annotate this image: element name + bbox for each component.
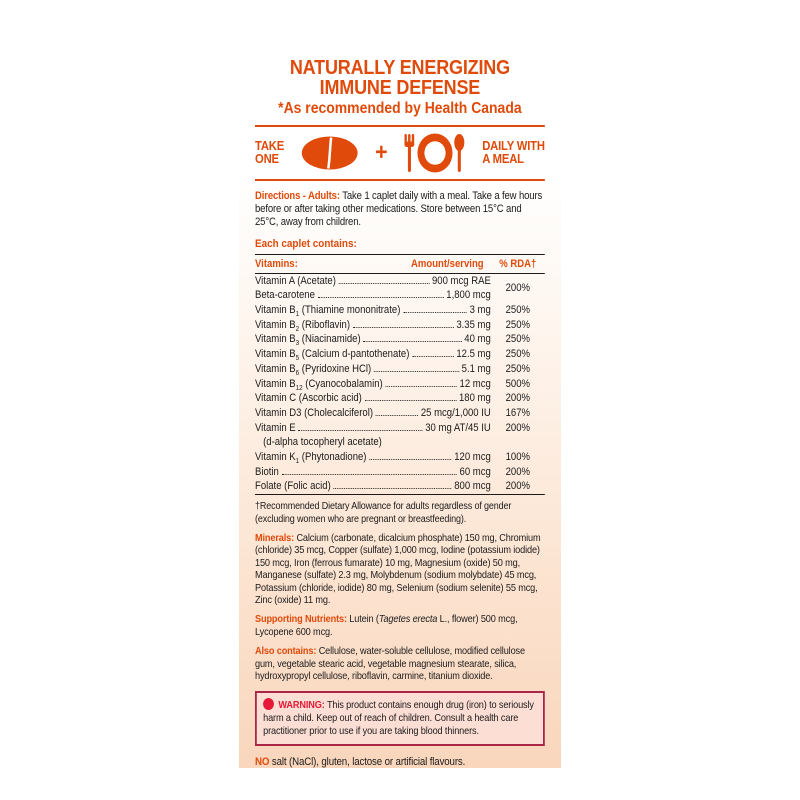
take-one-label bbox=[255, 140, 284, 166]
rda-cell: 250% bbox=[505, 318, 530, 331]
rda-cell: 200% bbox=[505, 465, 530, 478]
vitamin-name-cell: Vitamin D3 (Cholecalciferol) 25 mcg/1,000 IU bbox=[255, 406, 491, 419]
vitamin-name-cell: Vitamin $B_3$ (Niacinamide) 40 mg bbox=[255, 333, 491, 348]
rda-cell: 250% bbox=[505, 348, 530, 361]
table-row bbox=[255, 465, 545, 480]
table-row bbox=[255, 303, 545, 318]
table-header bbox=[255, 255, 545, 274]
supporting-latin-name: Tagetes erecta bbox=[378, 614, 438, 626]
rda-cell: 250% bbox=[505, 304, 530, 317]
vitamin-name-cell: Vitamin $B_5$ (Calcium d-pantothenate) 12.5 mg bbox=[255, 348, 491, 363]
rda-cell: 200% bbox=[505, 421, 530, 434]
health-canada-note: *As recommended by Health Canada bbox=[278, 100, 522, 117]
supporting-label: Supporting Nutrients: bbox=[255, 614, 347, 626]
divider-top bbox=[255, 125, 545, 127]
also-contains-label: Also contains: bbox=[255, 646, 317, 658]
table-row bbox=[255, 450, 545, 465]
vitamins-table-body bbox=[255, 274, 545, 495]
table-row bbox=[255, 362, 545, 377]
rda-cell: 200% bbox=[505, 281, 530, 294]
no-label: NO bbox=[255, 755, 270, 768]
minerals-label: Minerals: bbox=[255, 532, 295, 544]
also-contains-body: Cellulose, water-soluble cellulose, modified cellulose gum, vegetable stearic acid, vegetable magnesium stearate, silica, hydroxypropyl cellulose, riboflavin, carmine, titanium dioxide. bbox=[255, 646, 525, 683]
product-title bbox=[255, 58, 545, 98]
vitamin-name-cell: Vitamin $B_{12}$ (Cyanocobalamin) 12 mcg bbox=[255, 377, 491, 392]
warning-dot-icon bbox=[263, 698, 274, 710]
take-label-line2: ONE bbox=[255, 152, 279, 166]
rda-cell: 100% bbox=[505, 451, 530, 464]
daily-label-line1: DAILY WITH bbox=[482, 139, 545, 153]
minerals-text bbox=[255, 533, 545, 607]
no-body: salt (NaCl), gluten, lactose or artificial flavours. bbox=[269, 755, 466, 768]
vitamin-name-cell: Beta-carotene 1,800 mcg bbox=[255, 289, 491, 302]
vitamin-name-cell: Vitamin A (Acetate) 900 mcg RAE bbox=[255, 274, 491, 287]
dosage-row bbox=[255, 129, 545, 177]
take-label-line1: TAKE bbox=[255, 139, 285, 153]
table-row bbox=[255, 406, 545, 421]
table-row bbox=[255, 391, 545, 406]
warning-body: This product contains enough drug (iron) to seriously harm a child. Keep out of reach of children. Consult a health care practitioner prior to use if you are taking blood thinners. bbox=[263, 700, 534, 738]
supporting-pre: Lutein ( bbox=[346, 614, 379, 626]
rda-cell: 250% bbox=[505, 333, 530, 346]
table-row bbox=[255, 274, 545, 289]
rda-cell: 200% bbox=[505, 392, 530, 405]
vitamin-name-cell: Vitamin $B_6$ (Pyridoxine HCl) 5.1 mg bbox=[255, 362, 491, 377]
warning-box bbox=[255, 691, 545, 745]
vitamins-table bbox=[255, 254, 545, 496]
vitamin-name-cell: Vitamin $B_1$ (Thiamine mononitrate) 3 mg bbox=[255, 304, 491, 319]
vitamin-name-cell: Folate (Folic acid) 800 mcg bbox=[255, 480, 491, 493]
daily-label-line2: A MEAL bbox=[482, 152, 524, 166]
vitamin-name-cell: Vitamin C (Ascorbic acid) 180 mg bbox=[255, 392, 491, 405]
label-content bbox=[255, 14, 545, 768]
daily-with-meal-label bbox=[482, 140, 545, 166]
col-header-vitamins: Vitamins: bbox=[255, 257, 298, 270]
plus-sign: + bbox=[375, 139, 388, 166]
title-line-1: NATURALLY ENERGIZING bbox=[289, 57, 510, 79]
table-row bbox=[255, 479, 545, 494]
table-row bbox=[255, 318, 545, 333]
title-line-2: IMMUNE DEFENSE bbox=[319, 77, 481, 99]
minerals-body: Calcium (carbonate, dicalcium phosphate) 150 mg, Chromium (chloride) 35 mcg, Copper (sulfate) 1,000 mcg, Iodine (potassium iodide) 150 mcg, Iron (ferrous fumarate) 10 mg, Magnesium (oxide) 50 mg, Manganese (sulfate) 2.3 mg, Molybdenum (sodium molybdate) 45 mcg, Potassium (chloride, iodide) 80 mg, Selenium (sodium selenite) 55 mcg, Zinc (oxide) 11 mg. bbox=[255, 532, 541, 606]
table-row bbox=[255, 377, 545, 392]
each-caplet-heading: Each caplet contains: bbox=[255, 237, 357, 250]
divider-bottom bbox=[255, 179, 545, 181]
warning-label: WARNING: bbox=[278, 700, 325, 712]
rda-cell: 500% bbox=[505, 377, 530, 390]
directions-body: Take 1 caplet daily with a meal. Take a few hours before or after taking other medications. Store between 15°C and 25°C, away from children. bbox=[255, 190, 543, 229]
vitamin-name-cell: Biotin 60 mcg bbox=[255, 465, 491, 478]
directions-text bbox=[255, 190, 545, 230]
vitamin-name-cell: Vitamin $B_2$ (Riboflavin) 3.35 mg bbox=[255, 318, 491, 333]
supporting-nutrients-text bbox=[255, 614, 545, 639]
rda-footnote: †Recommended Dietary Allowance for adults regardless of gender (excluding women who are pregnant or breastfeeding). bbox=[255, 501, 512, 525]
table-row bbox=[255, 347, 545, 362]
table-row bbox=[255, 332, 545, 347]
rda-cell: 250% bbox=[505, 362, 530, 375]
label-panel bbox=[239, 14, 561, 768]
table-row bbox=[255, 421, 545, 450]
rda-cell: 200% bbox=[505, 480, 530, 493]
vitamin-name-cell: Vitamin E 30 mg AT/45 IU (d-alpha tocopheryl acetate) bbox=[255, 421, 491, 449]
col-header-amount: Amount/serving bbox=[411, 257, 484, 270]
vitamin-name-cell: Vitamin $K_1$ (Phytonadione) 120 mcg bbox=[255, 451, 491, 466]
rda-cell: 167% bbox=[505, 406, 530, 419]
col-header-rda: % RDA† bbox=[499, 257, 537, 270]
supporting-post: L., flower) 500 mcg, Lycopene 600 mcg. bbox=[255, 614, 518, 638]
vitamins-table-grid bbox=[255, 274, 545, 496]
directions-label: Directions - Adults: bbox=[255, 190, 340, 202]
also-contains-text bbox=[255, 646, 545, 683]
no-additives-text bbox=[255, 756, 545, 768]
caplet-icon bbox=[301, 135, 359, 171]
fork-plate-spoon-icon bbox=[404, 132, 465, 174]
